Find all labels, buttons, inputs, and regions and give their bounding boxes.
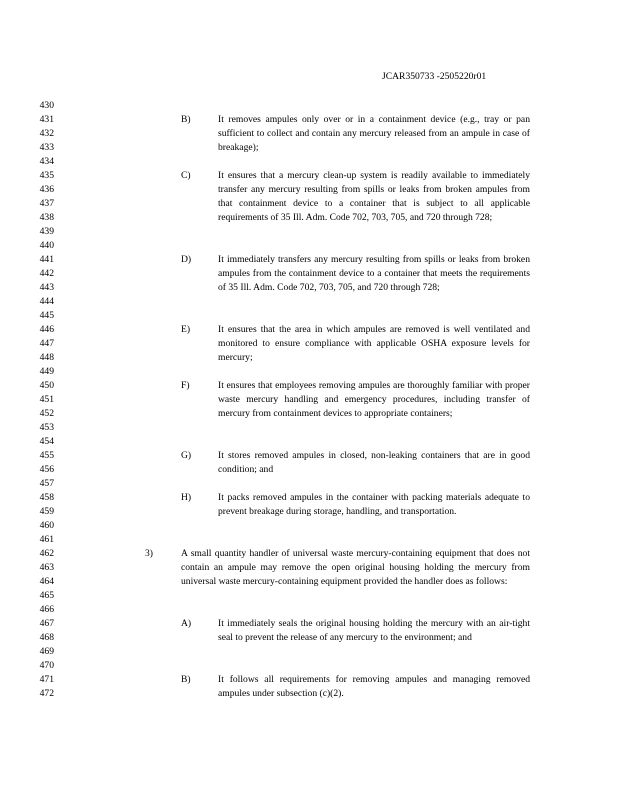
item-text: It stores removed ampules in closed, non-leaking containers that are in good condition; and <box>218 450 530 475</box>
item-marker: D) <box>181 254 192 265</box>
item-text: It packs removed ampules in the container with packing materials adequate to prevent breakage during storage, handling, and transportation. <box>218 492 530 517</box>
document-id-header: JCAR350733 -2505220r01 <box>382 71 487 82</box>
line-number: 447 <box>39 338 54 349</box>
line-number: 465 <box>39 590 54 601</box>
item-text: It ensures that employees removing ampules are thoroughly familiar with proper waste mercury handling and emergency procedures, including transfer of mercury from containment devices to appropriate containers; <box>218 380 530 419</box>
line-number: 444 <box>39 296 54 307</box>
line-number: 462 <box>39 548 54 559</box>
line-number: 452 <box>39 408 54 419</box>
line-number: 467 <box>39 618 54 629</box>
item-text: It ensures that the area in which ampules are removed is well ventilated and monitored to ensure compliance with applicable OSHA exposure levels for mercury; <box>218 324 530 363</box>
line-number: 431 <box>39 114 54 125</box>
line-number: 448 <box>39 352 54 363</box>
line-number: 468 <box>39 632 54 643</box>
item-marker: A) <box>181 618 192 629</box>
line-number: 438 <box>39 212 54 223</box>
item-text: It immediately transfers any mercury resulting from spills or leaks from broken ampules from the containment device to a container that meets the requirements of 35 Ill. Adm. Code 702, 703, 705, and 720 through 728; <box>218 254 530 293</box>
item-text: It immediately seals the original housing holding the mercury with an air-tight seal to prevent the release of any mercury to the environment; and <box>218 618 530 643</box>
line-number: 440 <box>39 240 54 251</box>
line-number: 463 <box>39 562 54 573</box>
item-text: A small quantity handler of universal waste mercury-containing equipment that does not contain an ampule may remove the open original housing holding the mercury from universal waste mercury-containing equipment provided the handler does as follows: <box>181 548 530 587</box>
line-number: 451 <box>39 394 54 405</box>
line-number: 443 <box>39 282 54 293</box>
line-number: 450 <box>39 380 54 391</box>
item-text: It follows all requirements for removing ampules and managing removed ampules under subsection (c)(2). <box>218 674 530 699</box>
item-text: It removes ampules only over or in a containment device (e.g., tray or pan sufficient to collect and contain any mercury released from an ampule in case of breakage); <box>218 114 530 153</box>
line-number: 453 <box>39 422 54 433</box>
line-number: 470 <box>39 660 54 671</box>
item-marker: E) <box>181 324 191 335</box>
item-marker: C) <box>181 170 191 181</box>
line-number: 432 <box>39 128 54 139</box>
line-number: 466 <box>39 604 54 615</box>
item-marker: B) <box>181 674 191 685</box>
line-number: 469 <box>39 646 54 657</box>
line-number: 433 <box>39 142 54 153</box>
item-marker: 3) <box>145 548 153 559</box>
line-number: 434 <box>39 156 54 167</box>
line-number: 455 <box>39 450 54 461</box>
line-number-column <box>34 99 54 701</box>
line-number: 430 <box>39 100 54 111</box>
line-number: 439 <box>39 226 54 237</box>
line-number: 454 <box>39 436 54 447</box>
item-marker: B) <box>181 114 191 125</box>
line-number: 456 <box>39 464 54 475</box>
line-number: 436 <box>39 184 54 195</box>
line-number: 459 <box>39 506 54 517</box>
line-number: 449 <box>39 366 54 377</box>
item-marker: H) <box>181 492 192 503</box>
line-number: 464 <box>39 576 54 587</box>
line-number: 460 <box>39 520 54 531</box>
line-number: 435 <box>39 170 54 181</box>
line-number: 441 <box>39 254 54 265</box>
item-text: It ensures that a mercury clean-up system is readily available to immediately transfer any mercury resulting from spills or leaks from broken ampules from that containment device to a container that is subject to all applicable requirements of 35 Ill. Adm. Code 702, 703, 705, and 720 through 728; <box>218 170 530 223</box>
line-number: 437 <box>39 198 54 209</box>
line-number: 471 <box>39 674 54 685</box>
line-number: 446 <box>39 324 54 335</box>
line-number: 442 <box>39 268 54 279</box>
item-marker: F) <box>181 380 190 391</box>
line-number: 458 <box>39 492 54 503</box>
line-number: 445 <box>39 310 54 321</box>
item-marker: G) <box>181 450 192 461</box>
line-number: 461 <box>39 534 54 545</box>
line-number: 457 <box>39 478 54 489</box>
line-number: 472 <box>39 688 54 699</box>
